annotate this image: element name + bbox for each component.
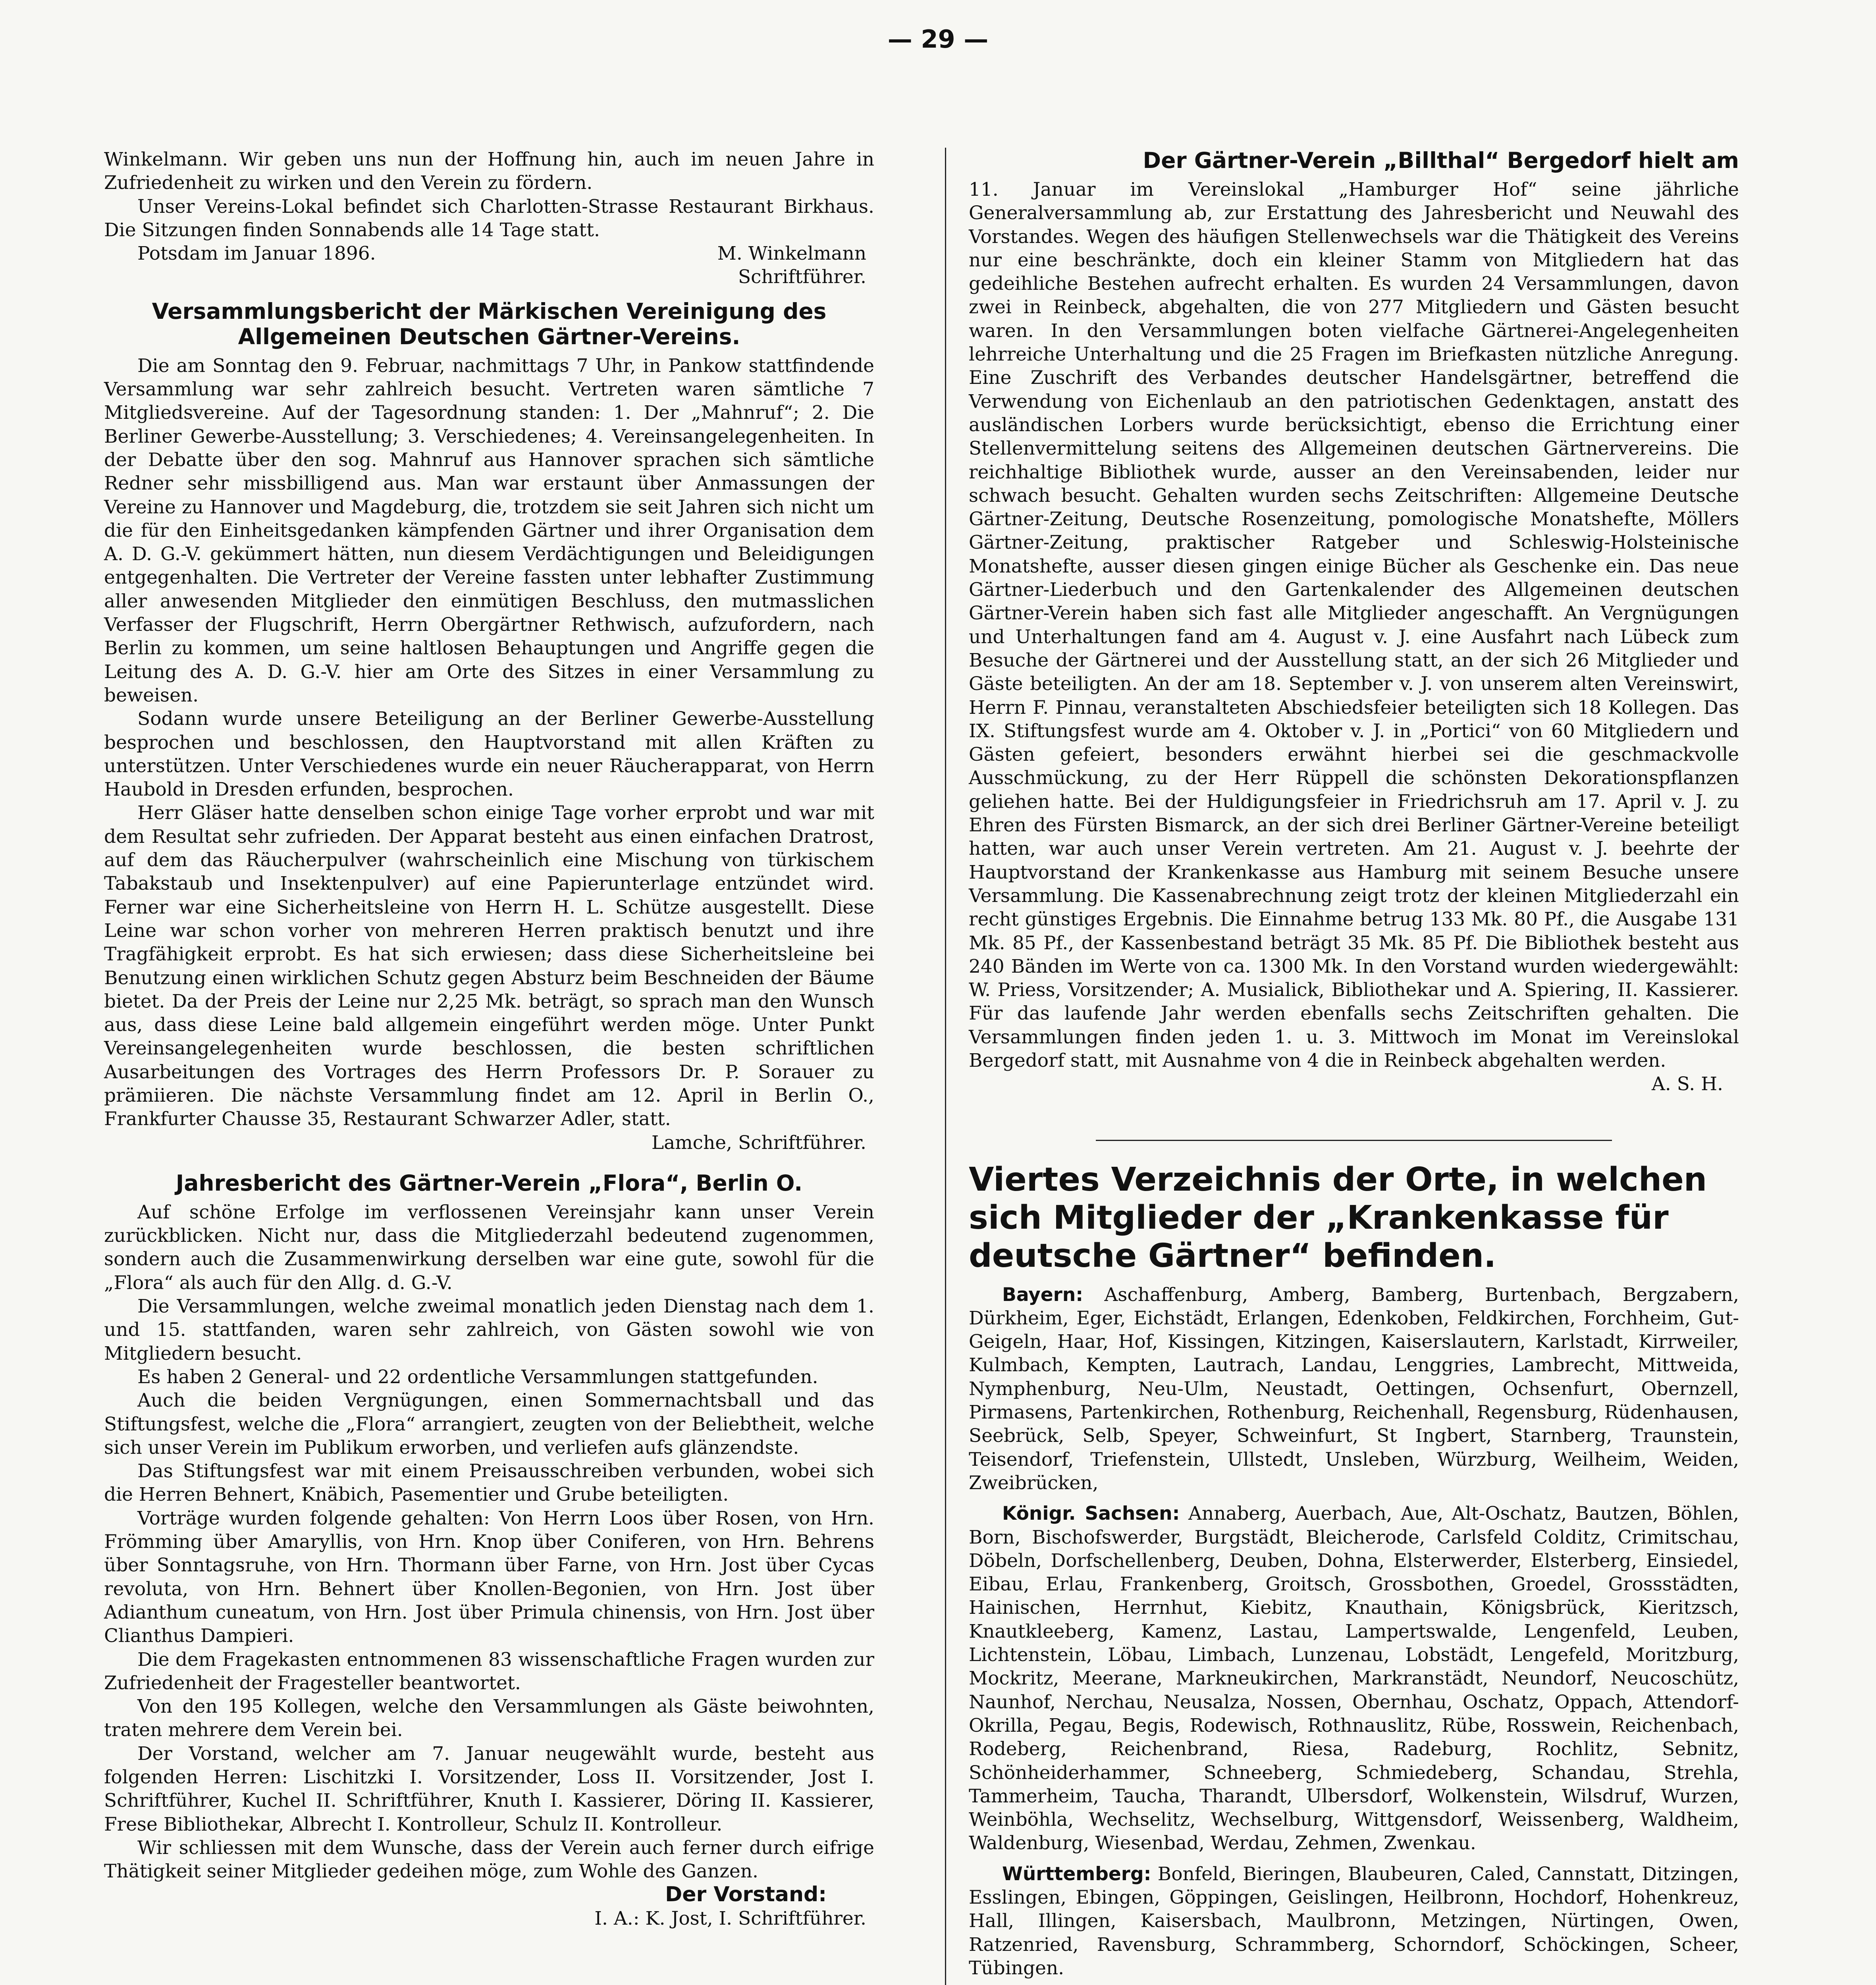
flora-paragraph-6: Vorträge wurden folgende gehalten: Von Herrn Loos über Rosen, von Hrn. Frömming über Amaryllis, von Hrn. Knop über Coniferen, von Hrn. Behrens über Sonntagsruhe, von Hrn. Thormann über Farne, von Hrn. Jost über Cycas revoluta, von Hrn. Behnert über Knollen-Begonien, von Hrn. Jost über Adianthum cuneatum, von Hrn. Jost über Primula chinensis, von Hrn. Jost über Clianthus Dampieri. <box>104 1507 874 1647</box>
wuerttemberg-places: Bonfeld, Bieringen, Blaubeuren, Caled, Cannstatt, Ditzingen, Esslingen, Ebingen, Göppingen, Geislingen, Heilbronn, Hochdorf, Hohenkreuz, Hall, Illingen, Kaisersbach, Maulbronn, Metzingen, Nürtingen, Owen, Ratzenried, Ravensburg, Schrammberg, Schorndorf, Schöckingen, Scheer, Tübingen. <box>969 1863 1739 1979</box>
flora-paragraph-10: Wir schliessen mit dem Wunsche, dass der Verein auch ferner durch eifrige Thätigkeit seiner Mitglieder gedeihen möge, zum Wohle des Ganzen. <box>104 1837 874 1883</box>
maerkische-paragraph-2: Sodann wurde unsere Beteiligung an der Berliner Gewerbe-Ausstellung besprochen und beschlossen, den Hauptvorstand mit allen Kräften zu unterstützen. Unter Verschiedenes wurde ein neuer Räucherapparat, von Herrn Haubold in Dresden erfunden, besprochen. <box>104 708 874 801</box>
flora-paragraph-7: Die dem Fragekasten entnommenen 83 wissenschaftliche Fragen wurden zur Zufriedenheit der Fragesteller beantwortet. <box>104 1648 874 1694</box>
wuerttemberg-entry <box>969 1862 1739 1980</box>
maerkische-signature: Lamche, Schriftführer. <box>651 1131 866 1154</box>
flora-paragraph-1: Auf schöne Erfolge im verflossenen Vereinsjahr kann unser Verein zurückblicken. Nicht nur, dass die Mitgliederzahl bedeutend zugenommen, sondern auch die Zusammenwirkung derselben war eine gute, sowohl für die „Flora“ als auch für den Allg. d. G.-V. <box>104 1201 874 1294</box>
flora-paragraph-2: Die Versammlungen, welche zweimal monatlich jeden Dienstag nach dem 1. und 15. stattfanden, waren sehr zahlreich, von Gästen sowohl wie von Mitgliedern besucht. <box>104 1295 874 1364</box>
potsdam-signer-role: Schriftführer. <box>738 266 866 288</box>
flora-paragraph-8: Von den 195 Kollegen, welche den Versammlungen als Gäste beiwohnten, traten mehrere dem Verein bei. <box>104 1696 874 1741</box>
bayern-places: Aschaffenburg, Amberg, Bamberg, Burtenbach, Bergzabern, Dürkheim, Eger, Eichstädt, Erlangen, Edenkoben, Feldkirchen, Forchheim, Gut-Geigeln, Haar, Hof, Kissingen, Kitzingen, Kaiserslautern, Karlstadt, Kirrweiler, Kulmbach, Kempten, Lautrach, Landau, Lenggries, Lambrecht, Mittweida, Nymphenburg, Neu-Ulm, Neustadt, Oettingen, Ochsenfurt, Obernzell, Pirmasens, Partenkirchen, Rothenburg, Reichenhall, Regensburg, Rüdenhausen, Seebrück, Selb, Speyer, Schweinfurt, St Ingbert, Starnberg, Traunstein, Teisendorf, Triefenstein, Ullstedt, Unsleben, Würzburg, Weilheim, Weiden, Zweibrücken, <box>969 1284 1739 1494</box>
flora-paragraph-9: Der Vorstand, welcher am 7. Januar neugewählt wurde, besteht aus folgenden Herren: Lischitzki I. Vorsitzender, Loss II. Vorsitzender, Jost I. Schriftführer, Kuchel II. Schriftführer, Knuth I. Kassierer, Döring II. Kassierer, Frese Bibliothekar, Albrecht I. Kontrolleur, Schulz II. Kontrolleur. <box>104 1742 874 1835</box>
potsdam-signer-name: M. Winkelmann <box>717 243 866 265</box>
flora-paragraph-5: Das Stiftungsfest war mit einem Preisausschreiben verbunden, wobei sich die Herren Behnert, Knäbich, Pasementier und Grube beteiligten. <box>104 1460 874 1506</box>
verzeichnis-heading: Viertes Verzeichnis der Orte, in welchen sich Mitglieder der „Krankenkasse für deutsche Gärtner“ befinden. <box>969 1160 1707 1275</box>
section-separator <box>1096 1140 1612 1141</box>
bayern-entry <box>969 1283 1739 1495</box>
flora-vorstand-label: Der Vorstand: <box>665 1883 827 1907</box>
flora-paragraph-3: Es haben 2 General- und 22 ordentliche Versammlungen stattgefunden. <box>137 1366 818 1388</box>
flora-paragraph-4: Auch die beiden Vergnügungen, einen Sommernachtsball und das Stiftungsfest, welche die „Flora“ arrangiert, zeugten von der Beliebtheit, welche sich unser Verein im Publikum erworben, und verliefen aufs glänzendste. <box>104 1390 874 1459</box>
potsdam-lokal-paragraph: Unser Vereins-Lokal befindet sich Charlotten-Strasse Restaurant Birkhaus. Die Sitzungen finden Sonnabends alle 14 Tage statt. <box>104 195 874 241</box>
region-label-wuerttemberg: Württemberg: <box>1002 1863 1151 1885</box>
region-label-sachsen: Königr. Sachsen: <box>1002 1503 1180 1525</box>
potsdam-closing-paragraph: Winkelmann. Wir geben uns nun der Hoffnung hin, auch im neuen Jahre in Zufriedenheit zu wirken und den Verein zu fördern. <box>104 148 874 194</box>
billthal-report: 11. Januar im Vereinslokal „Hamburger Hof“ seine jährliche Generalversammlung ab, zur Erstattung des Jahresbericht und Neuwahl des Vorstandes. Wegen des häufigen Stellenwechsels war die Thätigkeit des Vereins nur eine beschränkte, doch ein kleiner Stamm von Mitgliedern hat das gedeihliche Bestehen aufrecht erhalten. Es wurden 24 Versammlungen, davon zwei in Reinbeck, abgehalten, die von 277 Mitgliedern und Gästen besucht waren. In den Versammlungen boten vielfache Gärtnerei-Angelegenheiten lehrreiche Unterhaltung und die 25 Fragen im Briefkasten nützliche Anregung. Eine Zuschrift des Verbandes deutscher Handelsgärtner, betreffend die Verwendung von Eichenlaub an den patriotischen Gedenktagen, anstatt des ausländischen Lorbers wurde berücksichtigt, ebenso die Errichtung einer Stellenvermittelung seitens des Allgemeinen deutschen Gärtnervereins. Die reichhaltige Bibliothek wurde, ausser an den Vereinsabenden, leider nur schwach besucht. Gehalten wurden sechs Zeitschriften: Allgemeine Deutsche Gärtner-Zeitung, Deutsche Rosenzeitung, pomologische Monatshefte, Möllers Gärtner-Zeitung, praktischer Ratgeber und Schleswig-Holsteinische Monatshefte, ausser diesen gingen einige Bücher als Geschenke ein. Das neue Gärtner-Liederbuch und den Gartenkalender des Allgemeinen deutschen Gärtner-Verein haben sich fast alle Mitglieder angeschafft. An Vergnügungen und Unterhaltungen fand am 4. August v. J. eine Ausfahrt nach Lübeck zum Besuche der Gärtnerei und der Ausstellung statt, an der sich 26 Mitglieder und Gäste beteiligten. An der am 18. September v. J. von unserem alten Vereinswirt, Herrn F. Pinnau, veranstalteten Abschiedsfeier beteiligten sich 18 Kollegen. Das IX. Stiftungsfest wurde am 4. Oktober v. J. in „Portici“ von 60 Mitgliedern und Gästen gefeiert, besonders erwähnt hierbei sei die geschmackvolle Ausschmückung, zu der Herr Rüppell die schönsten Dekorationspflanzen geliehen hatte. Bei der Huldigungsfeier in Friedrichsruh am 17. April v. J. zu Ehren des Fürsten Bismarck, an der sich drei Berliner Gärtner-Vereine beteiligt hatten, war auch unser Verein vertreten. Am 21. August v. J. beehrte der Hauptvorstand der Krankenkasse aus Hamburg mit seinem Besuche unsere Versammlung. Die Kassenabrechnung zeigt trotz der kleinen Mitgliederzahl ein recht günstiges Ergebnis. Die Einnahme betrug 133 Mk. 80 Pf., die Ausgabe 131 Mk. 85 Pf., der Kassenbestand beträgt 35 Mk. 85 Pf. Die Bibliothek besteht aus 240 Bänden im Werte von ca. 1300 Mk. In den Vorstand wurden wiedergewählt: W. Priess, Vorsitzender; A. Musialick, Bibliothekar und A. Spiering, II. Kassierer. Für das laufende Jahr werden ebenfalls sechs Zeitschriften gehalten. Die Versammlungen finden jeden 1. u. 3. Mittwoch im Monat im Vereinslokal Bergedorf statt, mit Ausnahme von 4 die in Reinbeck abgehalten werden. <box>969 179 1739 1072</box>
left-column <box>104 148 874 1930</box>
maerkische-heading: Versammlungsbericht der Märkischen Vereinigung des Allgemeinen Deutschen Gärtner-Vereins. <box>152 298 827 349</box>
flora-heading: Jahresbericht des Gärtner-Verein „Flora“, Berlin O. <box>175 1170 803 1196</box>
potsdam-place-date: Potsdam im Januar 1896. <box>137 243 376 265</box>
sachsen-entry <box>969 1502 1739 1855</box>
sachsen-places: Annaberg, Auerbach, Aue, Alt-Oschatz, Bautzen, Böhlen, Born, Bischofswerder, Burgstädt, Bleicherode, Carlsfeld Colditz, Crimitschau, Döbeln, Dorfschellenberg, Deuben, Dohna, Elsterwerder, Elsterberg, Einsiedel, Eibau, Erlau, Frankenberg, Groitsch, Grossbothen, Groedel, Grossstädten, Hainischen, Herrnhut, Kiebitz, Knauthain, Königsbrück, Kieritzsch, Knautkleeberg, Kamenz, Lastau, Lampertswalde, Lengenfeld, Leuben, Lichtenstein, Löbau, Limbach, Lunzenau, Lobstädt, Lengefeld, Moritzburg, Mockritz, Meerane, Markneukirchen, Markranstädt, Neundorf, Neucoschütz, Naunhof, Nerchau, Neusalza, Nossen, Obernhau, Oschatz, Oppach, Attendorf-Okrilla, Pegau, Begis, Rodewisch, Rothnauslitz, Rübe, Rosswein, Reichenbach, Rodeberg, Reichenbrand, Riesa, Radeburg, Rochlitz, Sebnitz, Schönheiderhammer, Schneeberg, Schmiedeberg, Schandau, Strehla, Tammerheim, Taucha, Tharandt, Ulbersdorf, Wolkenstein, Wilsdruf, Wurzen, Weinböhla, Wechselitz, Wechselburg, Wittgensdorf, Weissenberg, Waldheim, Waldenburg, Wiesenbad, Werdau, Zehmen, Zwenkau. <box>969 1503 1739 1854</box>
maerkische-paragraph-1: Die am Sonntag den 9. Februar, nachmittags 7 Uhr, in Pankow stattfindende Versammlung war sehr zahlreich besucht. Vertreten waren sämtliche 7 Mitgliedsvereine. Auf der Tagesordnung standen: 1. Der „Mahnruf“; 2. Die Berliner Gewerbe-Ausstellung; 3. Verschiedenes; 4. Vereinsangelegenheiten. In der Debatte über den sog. Mahnruf aus Hannover sprachen sich sämtliche Redner sehr missbilligend aus. Man war erstaunt über Anmassungen der Vereine zu Hannover und Magdeburg, die, trotzdem sie seit Jahren sich nicht um die für den Einheitsgedanken kämpfenden Gärtner und ihrer Organisation dem A. D. G.-V. gekümmert hätten, nun diesem Verdächtigungen und Beleidigungen entgegenhalten. Die Vertreter der Vereine fassten unter lebhafter Zustimmung aller anwesenden Mitglieder den einmütigen Beschluss, den mutmasslichen Verfasser der Flugschrift, Herrn Obergärtner Rethwisch, aufzufordern, nach Berlin zu kommen, um seine haltlosen Behauptungen und Angriffe gegen die Leitung des A. D. G.-V. hier am Orte des Sitzes in einer Versammlung zu beweisen. <box>104 355 874 706</box>
potsdam-signature-row <box>104 242 874 265</box>
region-label-bayern: Bayern: <box>1002 1284 1084 1306</box>
page-number: — 29 — <box>887 25 989 54</box>
billthal-heading: Der Gärtner-Verein „Billthal“ Bergedorf hielt am <box>1143 148 1739 173</box>
right-column <box>969 148 1739 1985</box>
column-divider <box>945 148 946 1985</box>
maerkische-paragraph-3: Herr Gläser hatte denselben schon einige Tage vorher erprobt und war mit dem Resultat sehr zufrieden. Der Apparat besteht aus einen einfachen Dratrost, auf dem das Räucherpulver (wahrscheinlich eine Mischung von türkischem Tabakstaub und Insektenpulver) auf eine Papierunterlage entzündet wird. Ferner war eine Sicherheitsleine von Herrn H. L. Schütze ausgestellt. Diese Leine war schon vorher von mehreren Herren praktisch benutzt und ihre Tragfähigkeit erprobt. Es hat sich erwiesen; dass diese Sicherheitsleine bei Benutzung einen wirklichen Schutz gegen Absturz beim Beschneiden der Bäume bietet. Da der Preis der Leine nur 2,25 Mk. beträgt, so sprach man den Wunsch aus, dass diese Leine bald allgemein eingeführt werden möge. Unter Punkt Vereinsangelegenheiten wurde beschlossen, die besten schriftlichen Ausarbeitungen des Vortrages des Herrn Professors Dr. P. Sorauer zu prämiieren. Die nächste Versammlung findet am 12. April in Berlin O., Frankfurter Chausse 35, Restaurant Schwarzer Adler, statt. <box>104 802 874 1130</box>
billthal-signature: A. S. H. <box>1651 1073 1723 1095</box>
flora-signature: I. A.: K. Jost, I. Schriftführer. <box>594 1907 866 1929</box>
